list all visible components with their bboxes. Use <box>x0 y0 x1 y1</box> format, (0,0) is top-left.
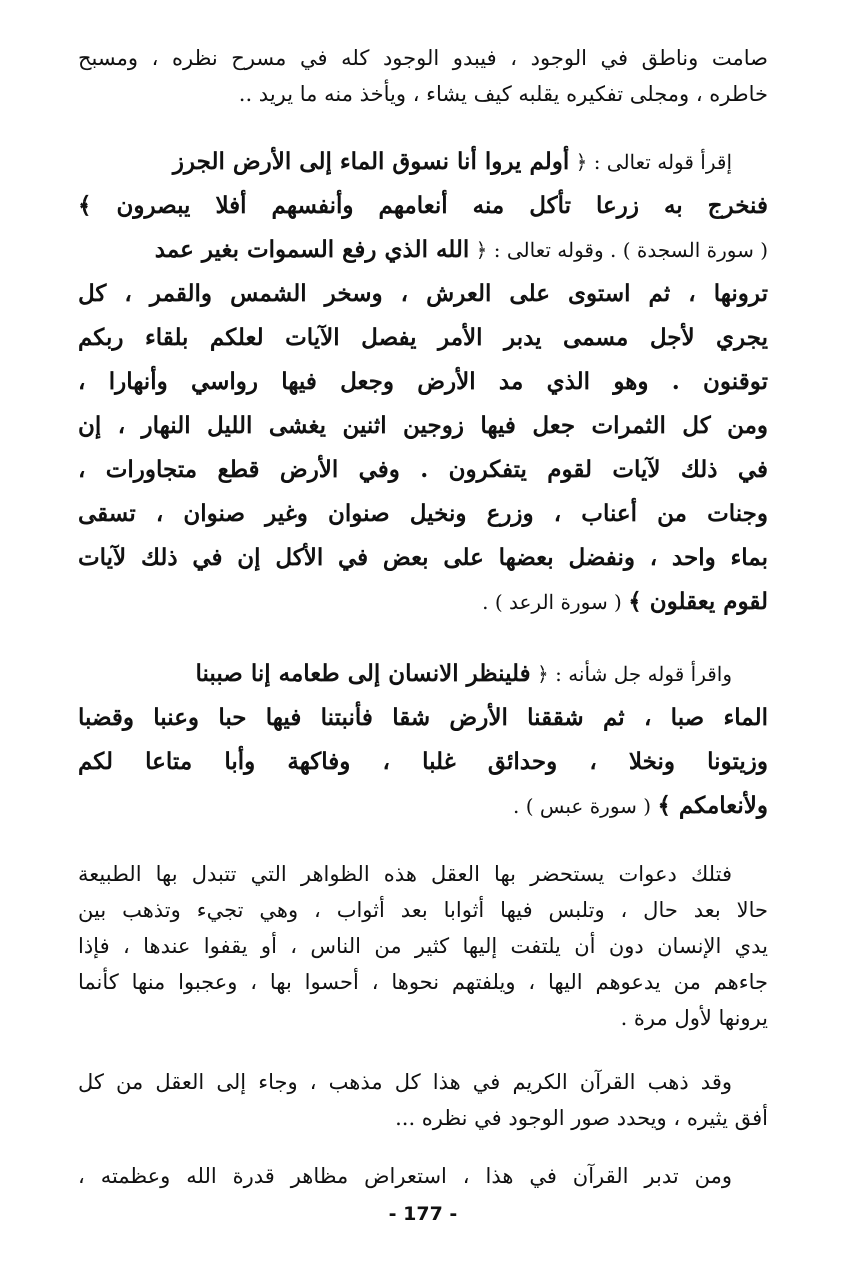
text-line: جاءهم من يدعوهم اليها ، ويلفتهم نحوها ، أحسوا بها ، وعجبوا منها كأنما <box>78 970 768 994</box>
paragraph-2 <box>78 140 768 624</box>
quran-verse-line: بماء واحد ، ونفضل بعضها على بعض في الأكل إن في ذلك لآيات <box>78 544 768 571</box>
quote-line <box>78 784 768 828</box>
citation-text: ( سورة السجدة ) . وقوله تعالى : ﴿ <box>469 238 768 262</box>
paragraph-1 <box>78 40 768 112</box>
quote-line <box>78 652 768 696</box>
quran-verse-line: فنخرج به زرعا تأكل منه أنعامهم وأنفسهم أفلا يبصرون ﴾ <box>78 192 768 219</box>
text-line: فتلك دعوات يستحضر بها العقل هذه الظواهر التي تتبدل بها الطبيعة <box>78 862 732 886</box>
quote-line <box>78 140 768 184</box>
text-line: خاطره ، ومجلى تفكيره يقلبه كيف يشاء ، ويأخذ منه ما يريد .. <box>238 82 768 106</box>
quran-verse-line: ومن كل الثمرات جعل فيها زوجين اثنين يغشى الليل النهار ، إن <box>78 412 768 439</box>
quran-verse-text: لقوم يعقلون ﴾ <box>628 588 768 615</box>
paragraph-3 <box>78 652 768 828</box>
quote-line <box>78 228 768 272</box>
page-body <box>78 40 768 1194</box>
quote-line <box>78 580 768 624</box>
quran-verse-line: ترونها ، ثم استوى على العرش ، وسخر الشمس والقمر ، كل <box>78 280 768 307</box>
intro-text: إقرأ قوله تعالى : ﴿ <box>569 150 732 174</box>
paragraph-4 <box>78 856 768 1036</box>
text-line: وقد ذهب القرآن الكريم في هذا كل مذهب ، وجاء إلى العقل من كل <box>78 1070 732 1094</box>
text-line: صامت وناطق في الوجود ، فيبدو الوجود كله في مسرح نظره ، ومسبح <box>78 46 768 70</box>
text-line: أفق يثيره ، ويحدد صور الوجود في نظره ... <box>395 1106 768 1130</box>
quran-verse-text: ولأنعامكم ﴾ <box>657 792 768 819</box>
paragraph-5 <box>78 1064 768 1136</box>
quran-verse-line: وجنات من أعناب ، وزرع ونخيل صنوان وغير صنوان ، تسقى <box>78 500 768 527</box>
quran-verse-text: أولم يروا أنا نسوق الماء إلى الأرض الجرز <box>172 148 570 175</box>
quran-verse-line: في ذلك لآيات لقوم يتفكرون . وفي الأرض قطع متجاورات ، <box>78 456 768 483</box>
quran-verse-line: يجري لأجل مسمى يدبر الأمر يفصل الآيات لعلكم بلقاء ربكم <box>78 324 768 351</box>
paragraph-6 <box>78 1158 768 1194</box>
text-line: يرونها لأول مرة . <box>620 1006 768 1030</box>
quran-verse-line: وزيتونا ونخلا ، وحدائق غلبا ، وفاكهة وأبا متاعا لكم <box>78 748 768 775</box>
page-number: - 177 - <box>388 1203 458 1225</box>
citation-text: ( سورة الرعد ) . <box>482 590 629 614</box>
quran-verse-text: فلينظر الانسان إلى طعامه إنا صببنا <box>195 660 531 687</box>
quran-verse-line: توقنون . وهو الذي مد الأرض وجعل فيها رواسي وأنهارا ، <box>78 368 768 395</box>
text-line: ومن تدبر القرآن في هذا ، استعراض مظاهر قدرة الله وعظمته ، <box>78 1164 732 1188</box>
citation-text: ( سورة عبس ) . <box>513 794 658 818</box>
text-line: حالا بعد حال ، وتلبس فيها أثوابا بعد أثواب ، وهي تجيء وتذهب بين <box>78 898 768 922</box>
text-line: يدي الإنسان دون أن يلتفت إليها كثير من الناس ، أو يقفوا عندها ، فإذا <box>78 934 768 958</box>
quran-verse-line: الماء صبا ، ثم شققنا الأرض شقا فأنبتنا فيها حبا وعنبا وقضبا <box>78 704 768 731</box>
intro-text: واقرأ قوله جل شأنه : ﴿ <box>530 662 732 686</box>
quran-verse-text: الله الذي رفع السموات بغير عمد <box>154 236 470 263</box>
